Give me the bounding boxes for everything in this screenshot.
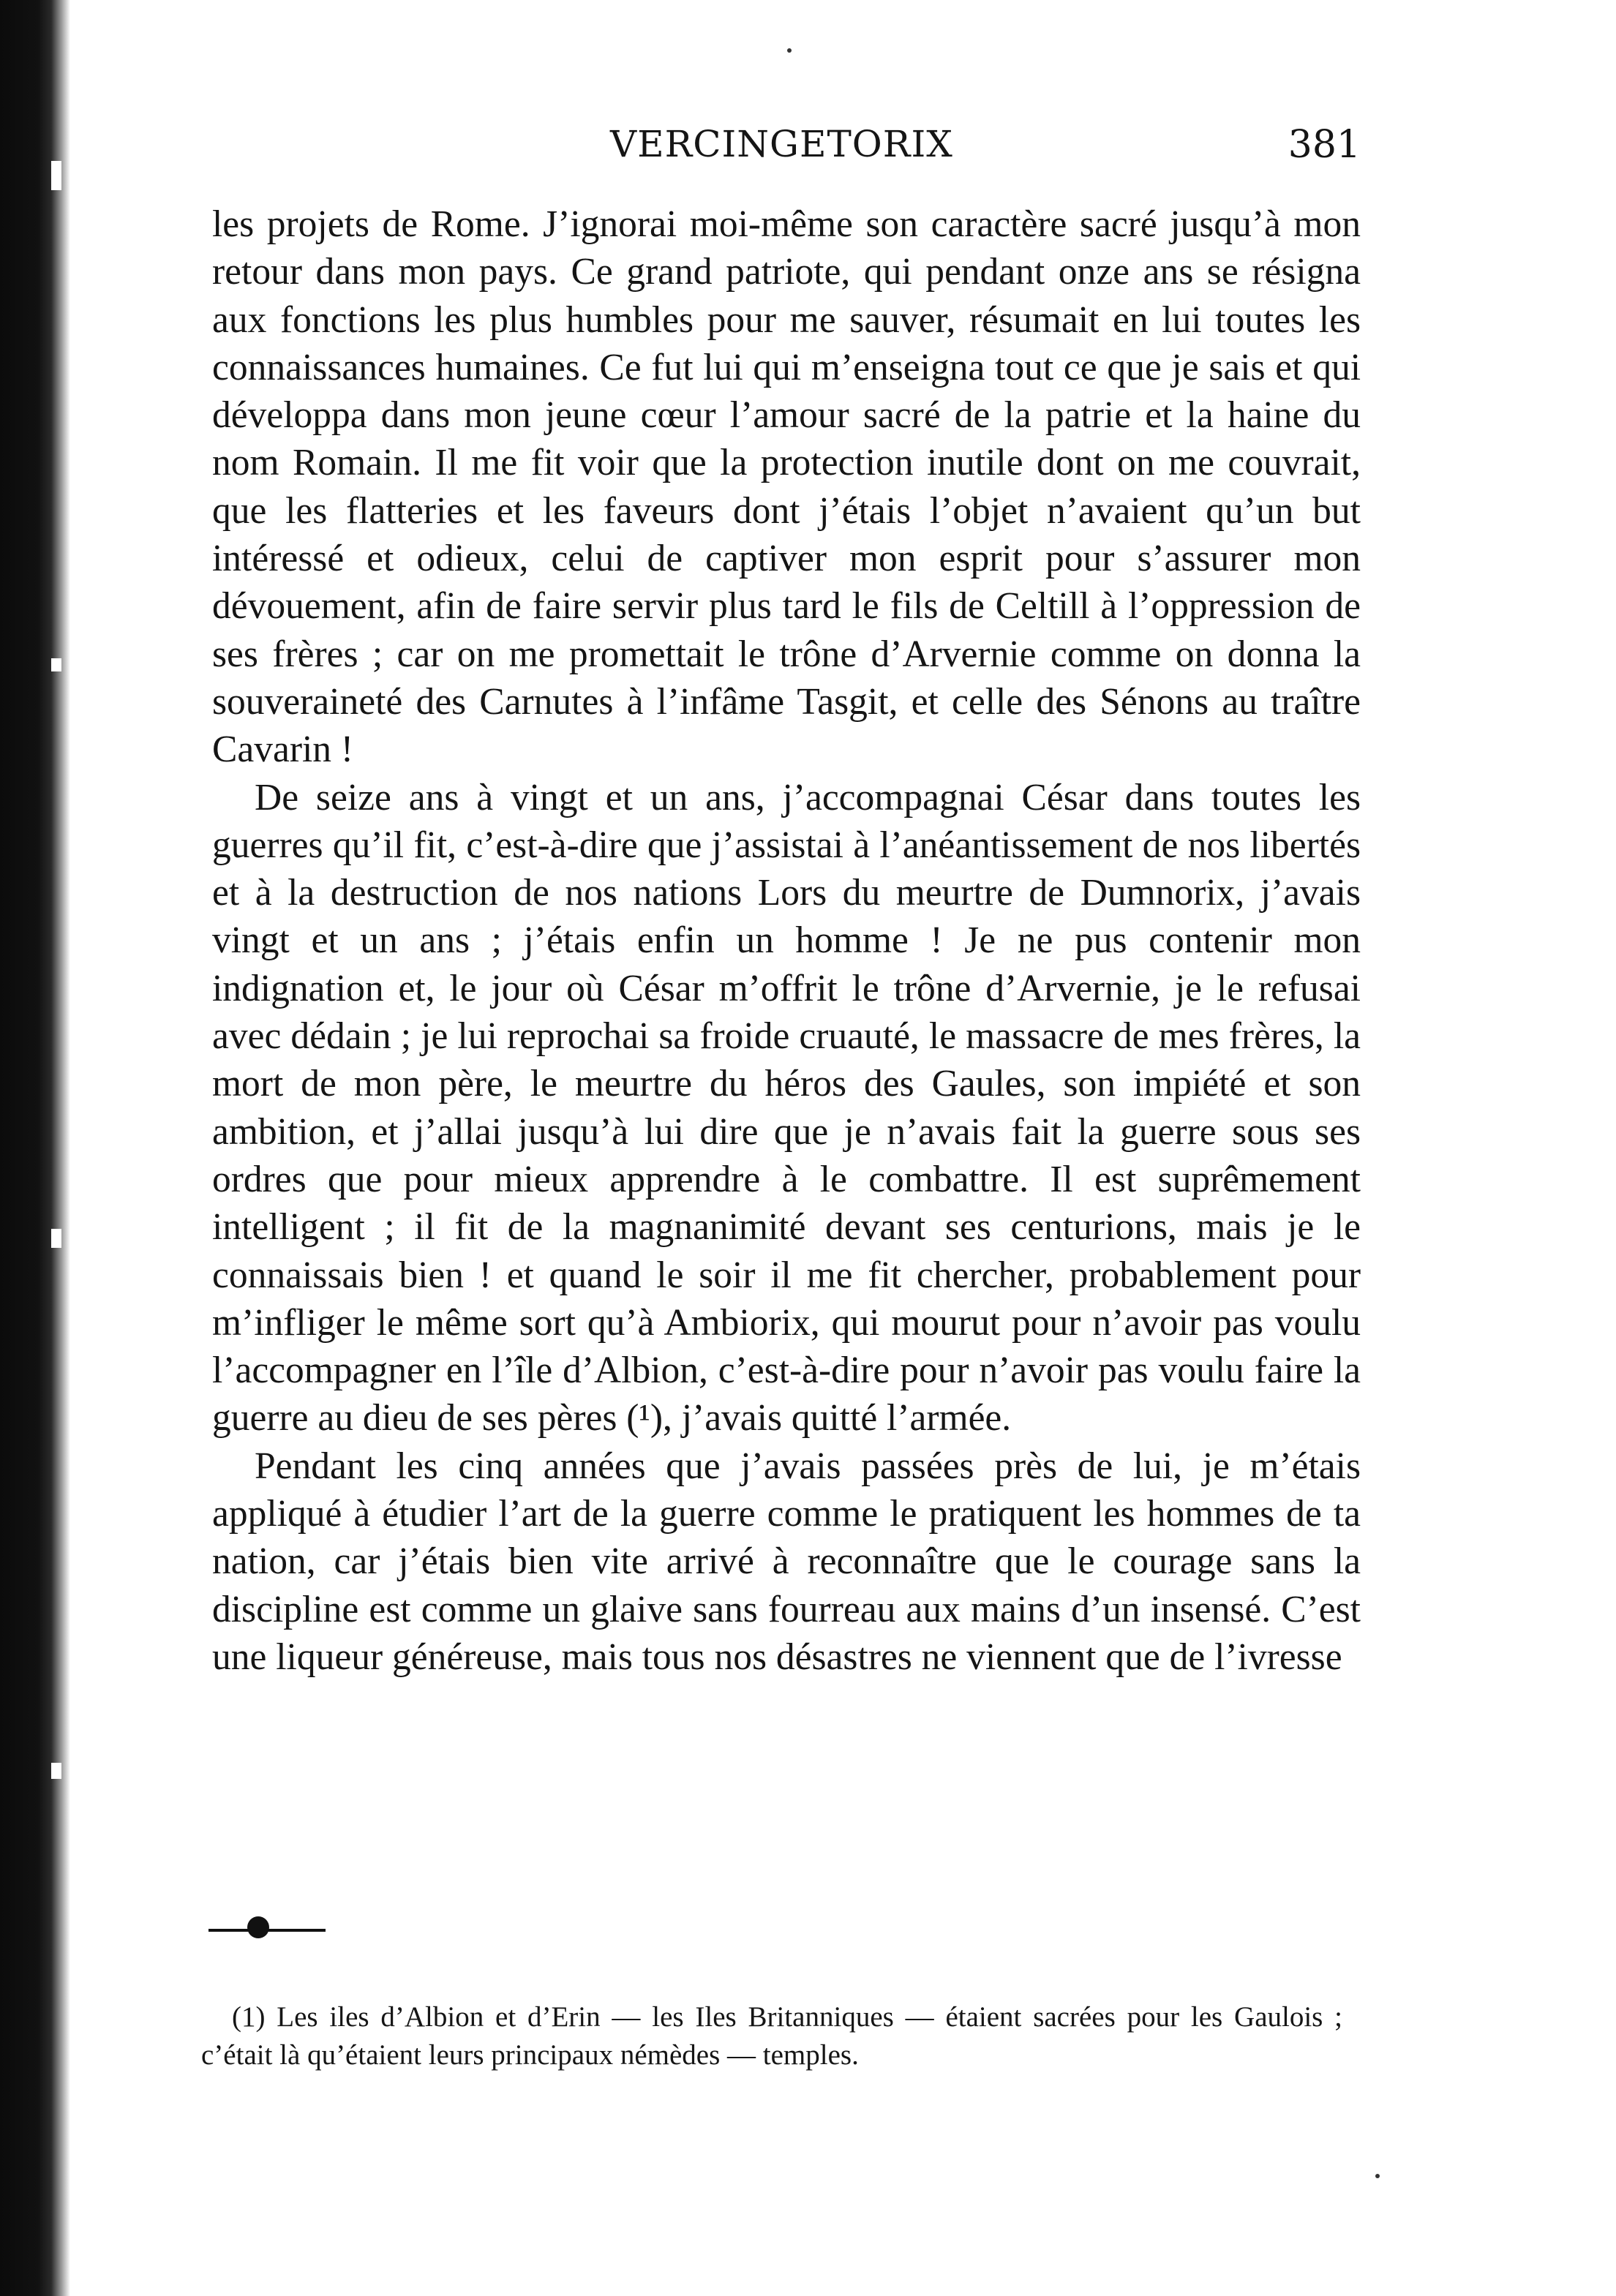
footnote: (1) Les iles d’Albion et d’Erin — les Iles Britanniques — étaient sacrées pour les Gaulois ; c’était là qu’étaient leurs principaux némèdes — temples. bbox=[201, 2001, 1342, 2071]
binding-speck bbox=[51, 1229, 61, 1248]
binding-speck bbox=[51, 161, 61, 190]
paragraph: les projets de Rome. J’ignorai moi-même son caractère sacré jusqu’à mon retour dans mon pays. Ce grand patriote, qui pendant onze ans se résigna aux fonctions les plus humbles pour me sauver, résumait en lui toutes les connaissances humaines. Ce fut lui qui m’enseigna tout ce que je sais et qui développa dans mon jeune cœur l’amour sacré de la patrie et la haine du nom Romain. Il me fit voir que la protection inutile dont on me couvrait, que les flatteries et les faveurs dont j’étais l’objet n’avaient qu’un but intéressé et odieux, celui de captiver mon esprit pour s’assurer mon dévouement, afin de faire servir plus tard le fils de Celtill à l’oppression de ses frères ; car on me promettait le trône d’Arvernie comme on donna la souveraineté des Carnutes à l’infâme Tasgit, et celle des Sénons au traître Cavarin ! bbox=[212, 203, 1361, 771]
page-binding-edge bbox=[0, 0, 70, 2296]
page-number: 381 bbox=[1288, 123, 1361, 167]
running-head-title: VERCINGETORIX bbox=[610, 123, 953, 165]
paragraph: De seize ans à vingt et un ans, j’accompagnai César dans toutes les guerres qu’il fit, c’est-à-dire que j’assistai à l’anéantissement de nos libertés et à la destruction de nos nations Lors du meurtre de Dumnorix, j’avais vingt et un ans ; j’étais enfin un homme ! Je ne pus contenir mon indignation et, le jour où César m’offrit le trône d’Arvernie, je le refusai avec dédain ; je lui reprochai sa froide cruauté, le massacre de mes frères, la mort de mon père, le meurtre du héros des Gaules, son impiété et son ambition, et j’allai jusqu’à lui dire que je n’avais fait la guerre sous ses ordres que pour mieux apprendre à le combattre. Il est suprêmement intelligent ; il fit de la magnanimité devant ses centurions, mais je le connaissais bien ! et quand le soir il me fit chercher, probablement pour m’infliger le même sort qu’à Ambiorix, qui mourut pour n’avoir pas voulu l’accompagner en l’île d’Albion, c’est-à-dire pour n’avoir pas voulu faire la guerre au dieu de ses pères (¹), j’avais quitté l’armée. bbox=[212, 776, 1361, 1439]
paragraph: Pendant les cinq années que j’avais passées près de lui, je m’étais appliqué à étudier l’art de la guerre comme le pratiquent les hommes de ta nation, car j’étais bien vite arrivé à reconnaître que le courage sans la discipline est comme un glaive sans fourreau aux mains d’un insensé. C’est une liqueur généreuse, mais tous nos désastres ne viennent que de l’ivresse bbox=[212, 1445, 1361, 1678]
binding-speck bbox=[51, 1763, 61, 1779]
ink-blot bbox=[247, 1916, 269, 1938]
running-head bbox=[212, 123, 1361, 174]
footnotes bbox=[201, 1998, 1342, 2074]
stray-ink-mark bbox=[787, 48, 792, 53]
binding-speck bbox=[51, 658, 61, 671]
stray-ink-mark bbox=[1375, 2174, 1380, 2178]
body-text bbox=[212, 200, 1361, 1681]
